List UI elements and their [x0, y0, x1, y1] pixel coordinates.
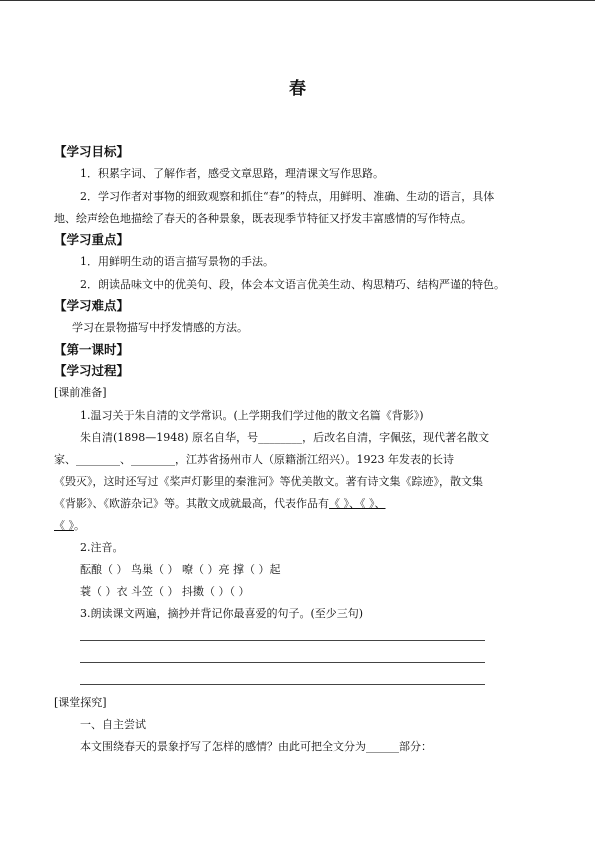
bio-line-2: 家、________、________，江苏省扬州市人（原籍浙江绍兴）。1923 年发表的长诗	[54, 453, 454, 466]
difficulty-heading: 【学习难点】	[54, 298, 130, 313]
reading-task: 3.朗读课文两遍，摘抄并背记你最喜爱的句子。(至少三句)	[80, 607, 364, 620]
phonetic-row-1: 酝酿（ ） 鸟巢（ ） 嘹（ ）亮 撑（ ）起	[80, 563, 281, 576]
prep-1: 1.温习关于朱自清的文学常识。(上学期我们学过他的散文名篇《背影》)	[80, 409, 424, 422]
goal-2-line-2: 地、绘声绘色地描绘了春天的各种景象，既表现季节特征又抒发丰富感情的写作特点。	[54, 212, 472, 225]
bio-line-5-end: 。	[74, 519, 85, 532]
key-heading: 【学习重点】	[54, 232, 130, 247]
bio-line-3: 《毁灭》，这时还写过《桨声灯影里的秦淮河》等优美散文。著有诗文集《踪迹》，散文集	[54, 475, 483, 488]
process-heading: 【学习过程】	[54, 363, 130, 378]
lesson-heading: 【第一课时】	[54, 342, 130, 357]
goal-1: 1．积累字词、了解作者，感受文章思路，理清课文写作思路。	[80, 167, 384, 180]
works-blank-3[interactable]: 《 》	[54, 519, 74, 532]
difficulty-1: 学习在景物描写中抒发情感的方法。	[72, 321, 248, 334]
bio-line-1: 朱自清(1898—1948) 原名自华，号________，后改名自清，字佩弦，现代著名散文	[80, 431, 490, 444]
bio-line-4	[54, 497, 386, 511]
answer-line-1[interactable]	[80, 640, 485, 641]
key-2: 2．朗读品味文中的优美句、段，体会本文语言优美生动、构思精巧、结构严谨的特色。	[80, 278, 505, 291]
prep-heading: [课前准备]	[54, 386, 107, 399]
explore-question: 本文围绕春天的景象抒写了怎样的感情？由此可把全文分为______部分：	[80, 740, 432, 753]
answer-line-2[interactable]	[80, 662, 485, 663]
phonetic-row-2: 蓑（ ）衣 斗笠（ ） 抖擞（ ）（ ）	[80, 585, 250, 598]
goal-2-line-1: 2．学习作者对事物的细致观察和抓住“春”的特点，用鲜明、准确、生动的语言，具体	[80, 190, 495, 203]
page-top-border	[0, 0, 595, 1]
bio-line-5	[54, 519, 85, 533]
class-heading: [课堂探究]	[54, 696, 107, 709]
explore-1: 一、自主尝试	[80, 718, 146, 731]
bio-line-4-text: 《背影》、《欧游杂记》等。其散文成就最高，代表作品有	[54, 497, 329, 510]
page-title: 春	[289, 79, 306, 99]
works-blank-1-2[interactable]: 《 》、《 》、	[329, 497, 386, 510]
key-1: 1．用鲜明生动的语言描写景物的手法。	[80, 255, 274, 268]
answer-line-3[interactable]	[80, 684, 485, 685]
phonetic-heading: 2.注音。	[80, 541, 124, 554]
goals-heading: 【学习目标】	[54, 144, 130, 159]
